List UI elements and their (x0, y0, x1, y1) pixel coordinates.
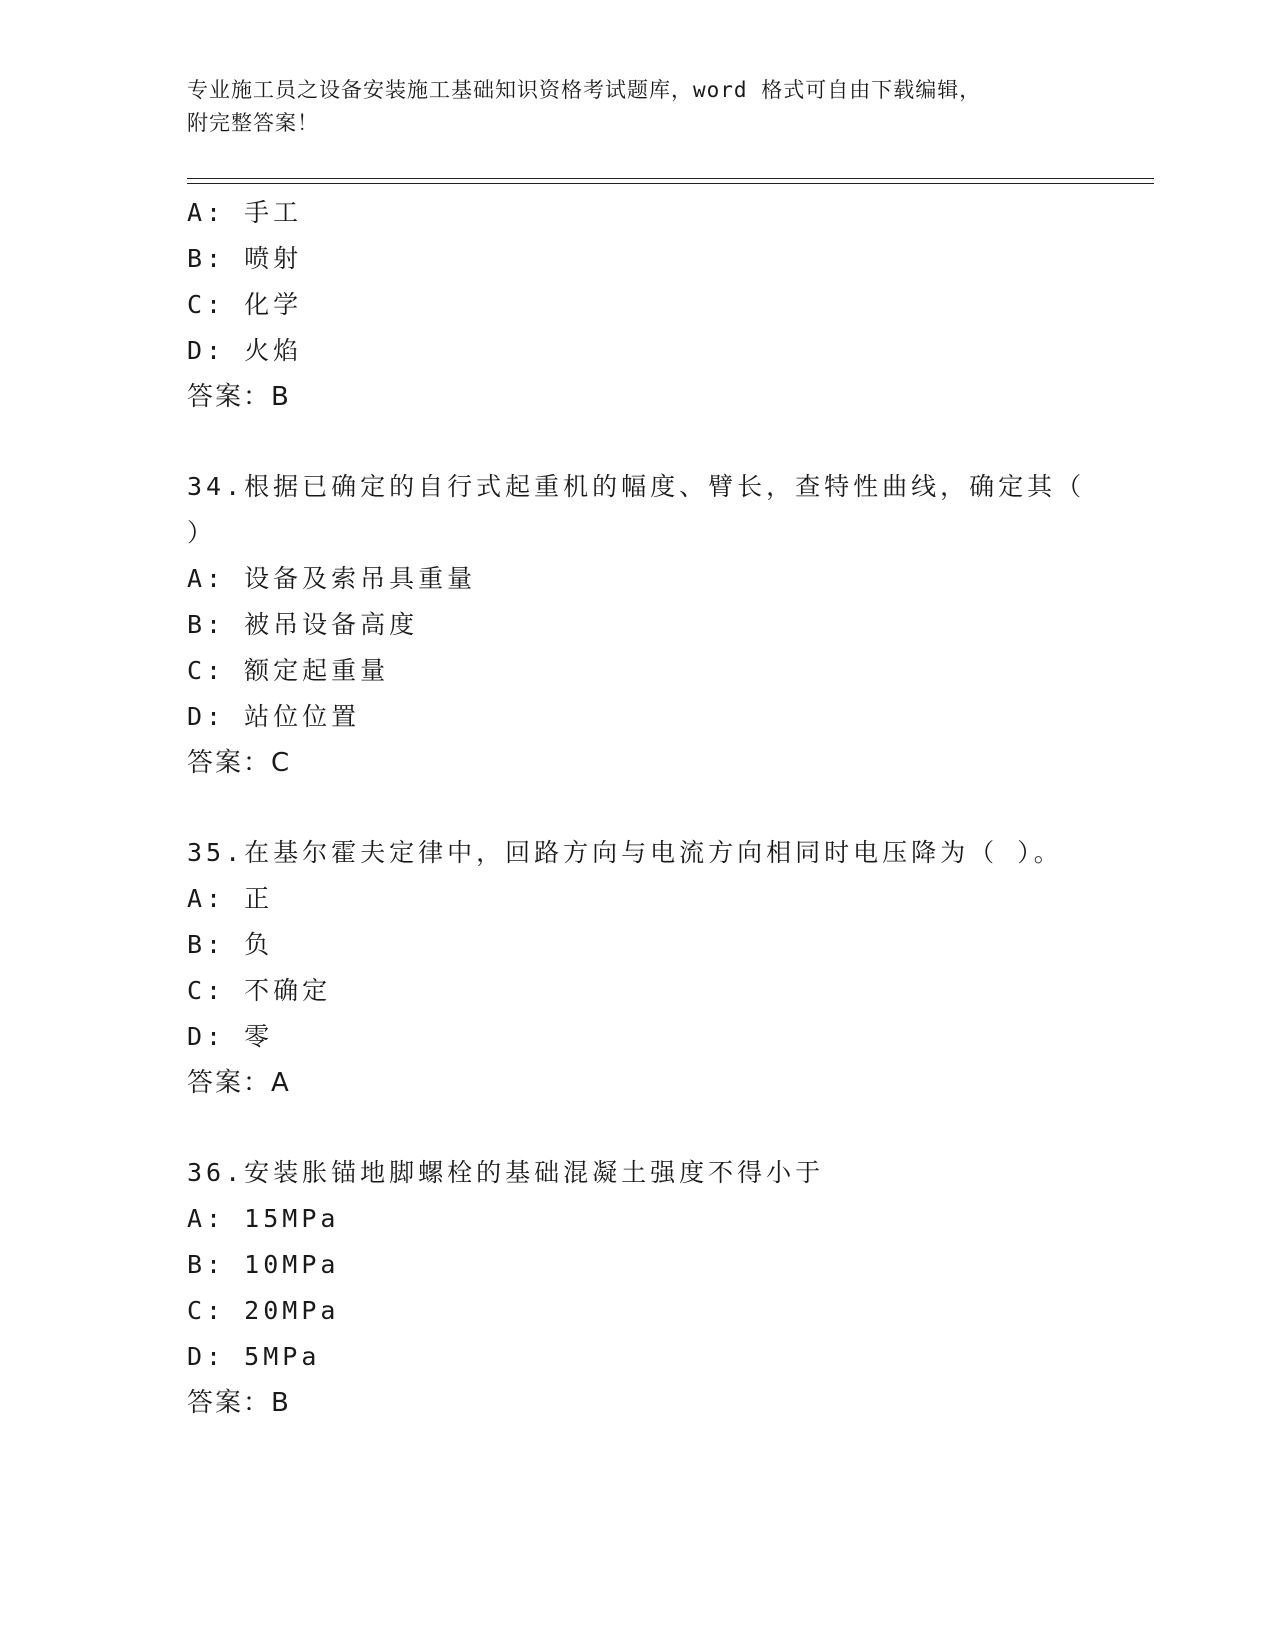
option-b (187, 1242, 1087, 1288)
option-a (187, 556, 1087, 602)
option-b (187, 922, 1087, 968)
option-text: 不确定 (244, 976, 332, 1005)
question-list (187, 190, 1087, 1426)
question-stem-continued: ） (187, 518, 217, 547)
option-label: C: (187, 656, 226, 685)
option-text: 被吊设备高度 (244, 610, 419, 639)
option-b (187, 602, 1087, 648)
header-title-line-2: 附完整答案！ (187, 111, 319, 135)
option-label: B: (187, 930, 226, 959)
question-34 (187, 464, 1087, 786)
option-text: 喷射 (244, 244, 303, 273)
option-d (187, 1334, 1087, 1380)
question-33 (187, 190, 1087, 420)
option-a (187, 876, 1087, 922)
option-text: 设备及索吊具重量 (244, 564, 477, 593)
answer-line: 答案：B (187, 1388, 291, 1418)
question-35 (187, 830, 1087, 1106)
header-divider-top (187, 178, 1154, 179)
option-b (187, 236, 1087, 282)
option-label: A: (187, 198, 226, 227)
option-label: C: (187, 1296, 226, 1325)
option-d (187, 328, 1087, 374)
spacer (187, 420, 1087, 464)
option-text: 化学 (244, 290, 303, 319)
option-c (187, 648, 1087, 694)
answer-line: 答案：A (187, 1068, 291, 1098)
option-label: A: (187, 564, 226, 593)
option-text: 站位位置 (244, 702, 361, 731)
question-stem: 35.在基尔霍夫定律中，回路方向与电流方向相同时电压降为（ ）。 (187, 838, 1063, 867)
question-stem: 36.安装胀锚地脚螺栓的基础混凝土强度不得小于 (187, 1158, 825, 1187)
option-text: 额定起重量 (244, 656, 390, 685)
option-c (187, 1288, 1087, 1334)
option-label: B: (187, 610, 226, 639)
option-label: A: (187, 884, 226, 913)
option-c (187, 282, 1087, 328)
option-label: A: (187, 1204, 226, 1233)
option-text: 15MPa (244, 1204, 340, 1233)
option-c (187, 968, 1087, 1014)
option-text: 10MPa (244, 1250, 340, 1279)
option-text: 火焰 (244, 336, 303, 365)
option-label: B: (187, 244, 226, 273)
option-text: 正 (244, 884, 274, 913)
option-label: D: (187, 702, 226, 731)
option-label: C: (187, 976, 226, 1005)
document-header (187, 74, 1067, 140)
option-label: D: (187, 1342, 226, 1371)
option-a (187, 190, 1087, 236)
option-text: 手工 (244, 198, 303, 227)
option-d (187, 694, 1087, 740)
option-label: B: (187, 1250, 226, 1279)
option-label: D: (187, 336, 226, 365)
spacer (187, 1106, 1087, 1150)
question-36 (187, 1150, 1087, 1426)
option-text: 20MPa (244, 1296, 340, 1325)
option-text: 负 (244, 930, 274, 959)
option-a (187, 1196, 1087, 1242)
question-stem: 34.根据已确定的自行式起重机的幅度、臂长，查特性曲线，确定其（ (187, 472, 1086, 501)
answer-line: 答案：B (187, 382, 291, 412)
header-title-line-1: 专业施工员之设备安装施工基础知识资格考试题库，word 格式可自由下载编辑， (187, 78, 982, 102)
answer-line: 答案：C (187, 748, 292, 778)
option-text: 零 (244, 1022, 274, 1051)
option-text: 5MPa (244, 1342, 321, 1371)
option-label: C: (187, 290, 226, 319)
header-divider-bottom (187, 183, 1154, 184)
option-d (187, 1014, 1087, 1060)
spacer (187, 786, 1087, 830)
option-label: D: (187, 1022, 226, 1051)
